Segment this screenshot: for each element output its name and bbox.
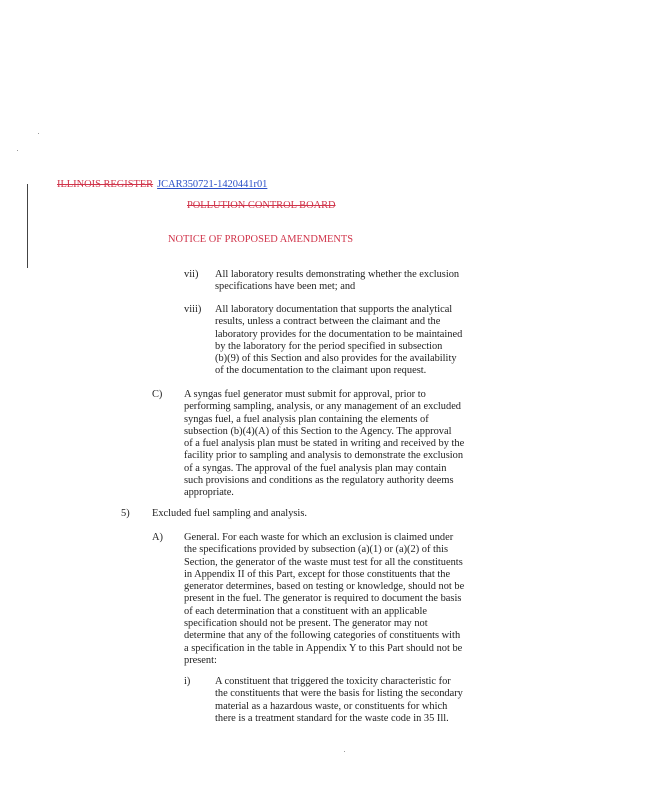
text-line: present in the fuel. The generator is required to document the basis [184,593,462,605]
text-line: there is a treatment standard for the waste code in 35 Ill. [215,712,449,724]
text-line: (b)(9) of this Section and also provides for the availability [215,353,457,365]
text-line: A constituent that triggered the toxicity characteristic for [215,676,451,687]
item-a-text [184,532,464,667]
text-line: All laboratory results demonstrating whether the exclusion [215,269,460,280]
item-viii-label: viii) [184,304,202,315]
text-line: generator determines, based on testing or knowledge, should not be [184,581,465,593]
scan-speck [38,133,39,134]
text-line: facility prior to sampling and analysis to demonstrate the exclusion [184,450,464,462]
text-line: appropriate. [184,487,234,499]
text-line: the specifications provided by subsection (a)(1) or (a)(2) of this [184,544,449,556]
item-viii-text [215,304,462,378]
item-vii-label: vii) [184,269,199,280]
text-line: specifications have been met; and [215,281,356,293]
text-line: the constituents that were the basis for listing the secondary [215,688,463,700]
text-line: specification should not be present. The generator may not [184,618,428,630]
text-line: All laboratory documentation that supports the analytical [215,304,453,315]
text-line: subsection (b)(4)(A) of this Section to the Agency. The approval [184,425,452,437]
tracking-id: JCAR350721-1420441r01 [157,179,268,190]
item-5-text: Excluded fuel sampling and analysis. [152,508,307,519]
text-line: a specification in the table in Appendix Y to this Part should not be [184,642,463,654]
item-5-label: 5) [121,508,130,519]
item-c-label: C) [152,389,163,400]
scan-speck [344,751,345,752]
register-header [57,179,267,191]
text-line: General. For each waste for which an exclusion is claimed under [184,532,454,543]
scan-speck [17,150,18,151]
text-line: material as a hazardous waste, or constituents for which [215,700,448,712]
text-line: Section, the generator of the waste must test for all the constituents [184,556,463,568]
text-line: of a syngas. The approval of the fuel analysis plan may contain [184,462,447,474]
notice-title: NOTICE OF PROPOSED AMENDMENTS [168,234,354,245]
text-line: A syngas fuel generator must submit for approval, prior to [184,389,426,400]
item-c-text [184,389,464,500]
revision-change-bar [27,184,28,268]
item-a-label: A) [152,532,163,543]
text-line: of each determination that a constituent with an applicable [184,605,427,617]
item-i-text [215,676,463,725]
board-title: POLLUTION CONTROL BOARD [187,200,336,211]
register-title: ILLINOIS REGISTER [57,179,154,190]
item-vii-text [215,269,459,294]
text-line: results, unless a contract between the claimant and the [215,316,441,328]
text-line: performing sampling, analysis, or any management of an excluded [184,401,462,413]
text-line: syngas fuel, a fuel analysis plan containing the elements of [184,413,429,425]
item-i-label: i) [184,676,191,687]
text-line: in Appendix II of this Part, except for those constituents that the [184,568,451,580]
text-line: by the laboratory for the period specified in subsection [215,340,443,352]
text-line: laboratory provides for the documentation to be maintained [215,328,463,340]
text-line: of the documentation to the claimant upon request. [215,365,427,377]
text-line: present: [184,654,217,666]
text-line: determine that any of the following categories of constituents with [184,630,461,642]
text-line: of a fuel analysis plan must be stated in writing and received by the [184,438,465,450]
text-line: such provisions and conditions as the regulatory authority deems [184,475,454,487]
